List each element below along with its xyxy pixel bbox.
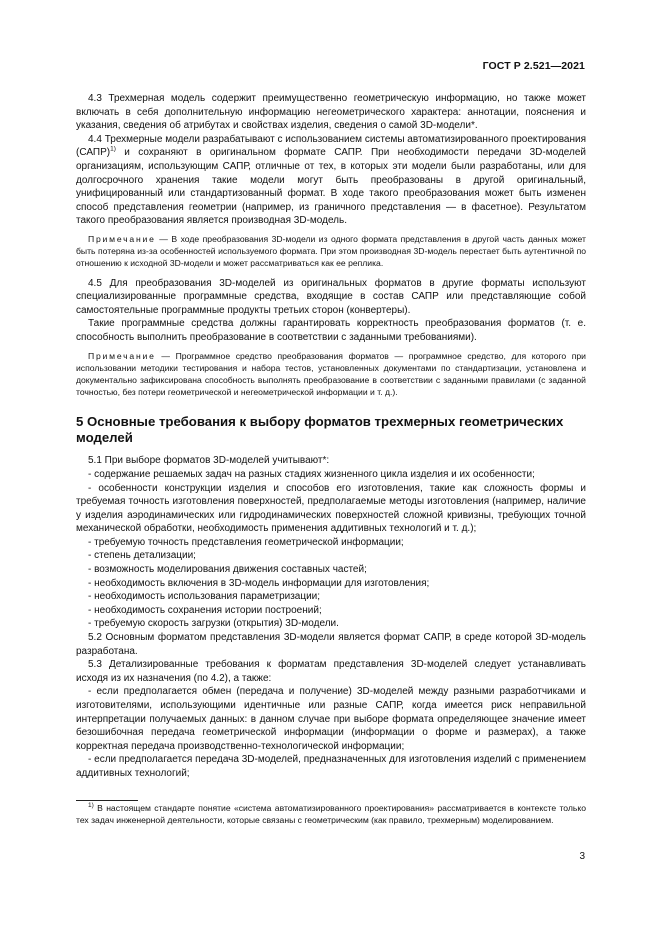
paragraph-5-2: 5.2 Основным форматом представления 3D-модели является формат САПР, в среде которой 3D-модель разработана. xyxy=(76,632,586,657)
paragraph-5-1: 5.1 При выборе форматов 3D-моделей учитывают*: xyxy=(88,455,330,467)
note-1 xyxy=(76,233,586,270)
list-item: - требуемую скорость загрузки (открытия) 3D-модели. xyxy=(88,618,339,630)
footnote-ref: 1) xyxy=(110,146,116,154)
footnote-text: В настоящем стандарте понятие «система автоматизированного проектирования» рассматривается в контексте только тех задач инженерной деятельности, которые связаны с геометрическим (как правило, трехмерным) моделированием. xyxy=(76,803,586,826)
paragraph-4-5-cont: Такие программные средства должны гарантировать корректность преобразования форматов (т. е. способность выполнить преобразование в соответствии с заданными требованиями). xyxy=(76,318,586,343)
page-body xyxy=(76,92,586,781)
paragraph-4-4-part-a: 4.4 Трехмерные модели разрабатывают с использованием системы автоматизированного проектирования (САПР) xyxy=(76,133,586,159)
list-item: - особенности конструкции изделия и способов его изготовления, такие как сложность формы и требуемая точность изготовления поверхностей, предполагаемые методы изготовления (например, наличие у изделия аэродинамических или гидродинамических поверхностей сложной кривизны, требующих точной механической обработки, необходимость применения аддитивных технологий и т. д.); xyxy=(76,482,586,535)
document-code-header: ГОСТ Р 2.521—2021 xyxy=(482,60,585,72)
page-number: 3 xyxy=(579,851,585,862)
footnote xyxy=(76,802,586,826)
list-item: - степень детализации; xyxy=(88,550,196,562)
paragraph-4-4-part-b: и сохраняют в оригинальном формате САПР. При необходимости передачи 3D-моделей организациям, использующим САПР, отличные от тех, в которых эти модели были разработаны, или для долгосрочного хранения такие модели могут быть преобразованы в другой оригинальный, унифицированный или стандартизованный формат. В ходе такого преобразования может быть изменен способ представления геометрии (например, из граничного представления — в фасетное). Результатом такого преобразования является производная 3D-модель. xyxy=(76,147,586,227)
list-5-1 xyxy=(76,468,586,631)
list-item: - необходимость сохранения истории построений; xyxy=(88,604,322,616)
note-1-label: Примечание xyxy=(88,233,156,244)
list-item: - требуемую точность представления геометрической информации; xyxy=(88,536,404,548)
paragraph-5-3: 5.3 Детализированные требования к форматам представления 3D-моделей следует устанавливать исходя из их назначения (по 4.2), а также: xyxy=(76,659,586,684)
paragraph-4-3: 4.3 Трехмерная модель содержит преимущественно геометрическую информацию, но также может включать в себя дополнительную информацию негеометрического характера: аннотации, пояснения и указания, сведения об атрибутах и свойствах изделия, сведения о самой 3D-модели*. xyxy=(76,93,586,132)
footnote-divider xyxy=(76,800,138,801)
list-item: - возможность моделирования движения составных частей; xyxy=(88,564,367,576)
note-2-text: — Программное средство преобразования форматов — программное средство, для которого при использовании методики тестирования и набора тестов, установленных документами по стандартизации, установлена и документально зафиксирована способность выполнять преобразование в соответствии с заданными правилами (с заданной точностью, без потери геометрической и негеометрической информации и т. д.). xyxy=(76,350,586,398)
note-1-text: — В ходе преобразования 3D-модели из одного формата представления в другой часть данных может быть потеряна из-за особенностей используемого формата. При этом производная 3D-модель перестает быть аутентичной по отношению к исходной 3D-модели и может рассматриваться как ее реплика. xyxy=(76,233,586,269)
paragraph-4-4 xyxy=(76,133,586,228)
footnote-marker: 1) xyxy=(88,802,94,810)
list-item: - если предполагается передача 3D-моделей, предназначенных для изготовления изделий с применением аддитивных технологий; xyxy=(76,754,586,779)
list-item: - необходимость включения в 3D-модель информации для изготовления; xyxy=(88,577,430,589)
list-item: - если предполагается обмен (передача и получение) 3D-моделей между разными разработчиками и изготовителями, использующими идентичные или разные САПР, когда имеется риск неправильной интерпретации получаемых данных: в данном случае при выборе формата определяющее значение имеет безошибочная передача геометрической информации (информации о форме и размерах), а также корректная передача производственно-технологической информации; xyxy=(76,686,586,752)
note-2 xyxy=(76,350,586,399)
paragraph-4-5: 4.5 Для преобразования 3D-моделей из оригинальных форматов в другие форматы используют специализированные программные средства, входящие в состав САПР или представляющие собой самостоятельные программные продукты третьих сторон (конвертеры). xyxy=(76,277,586,316)
list-item: - содержание решаемых задач на разных стадиях жизненного цикла изделия и их особенности; xyxy=(88,468,535,480)
section-5-title: 5 Основные требования к выбору форматов трехмерных геометрических моделей xyxy=(76,414,564,446)
note-2-label: Примечание xyxy=(88,350,156,361)
list-item: - необходимость использования параметризации; xyxy=(88,591,321,603)
list-5-3 xyxy=(76,685,586,780)
